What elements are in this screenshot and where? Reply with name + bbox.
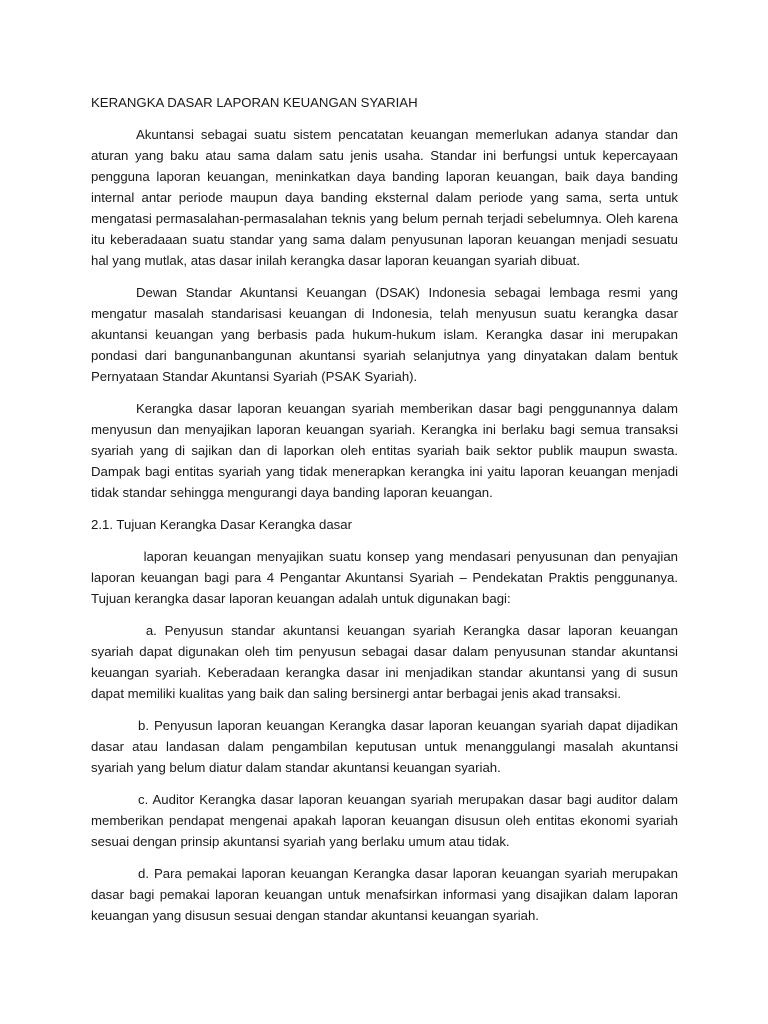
paragraph-1: Akuntansi sebagai suatu sistem pencatatan keuangan memerlukan adanya standar dan aturan yang baku atau sama dalam satu jenis usaha. Standar ini berfungsi untuk kepercayaan pengguna laporan keuangan, meninkatkan daya banding laporan keuangan, baik daya banding internal antar periode maupun daya banding eksternal dalam periode yang sama, serta untuk mengatasi permasalahan-permasalahan teknis yang belum pernah terjadi sebelumnya. Oleh karena itu keberadaaan suatu standar yang sama dalam penyusunan laporan keuangan menjadi sesuatu hal yang mutlak, atas dasar inilah kerangka dasar laporan keuangan syariah dibuat. bbox=[91, 127, 678, 268]
document-page bbox=[91, 92, 682, 937]
list-item-b: b. Penyusun laporan keuangan Kerangka dasar laporan keuangan syariah dapat dijadikan dasar atau landasan dalam pengambilan keputusan untuk menanggulangi masalah akuntansi syariah yang belum diatur dalam standar akuntansi keuangan syariah. bbox=[91, 718, 678, 775]
section-subheading: 2.1. Tujuan Kerangka Dasar Kerangka dasar bbox=[91, 517, 352, 532]
paragraph-2: Dewan Standar Akuntansi Keuangan (DSAK) Indonesia sebagai lembaga resmi yang mengatur masalah standarisasi keuangan di Indonesia, telah menyusun suatu kerangka dasar akuntansi keuangan yang berbasis pada hukum-hukum islam. Kerangka dasar ini merupakan pondasi dari bangunanbangunan akuntansi syariah selanjutnya yang dinyatakan dalam bentuk Pernyataan Standar Akuntansi Syariah (PSAK Syariah). bbox=[91, 285, 678, 384]
section-intro: laporan keuangan menyajikan suatu konsep yang mendasari penyusunan dan penyajian laporan keuangan bagi para 4 Pengantar Akuntansi Syariah – Pendekatan Praktis penggunanya. Tujuan kerangka dasar laporan keuangan adalah untuk digunakan bagi: bbox=[91, 549, 682, 606]
list-item-c: c. Auditor Kerangka dasar laporan keuangan syariah merupakan dasar bagi auditor dalam memberikan pendapat mengenai apakah laporan keuangan disusun oleh entitas ekonomi syariah sesuai dengan prinsip akuntansi syariah yang berlaku umum atau tidak. bbox=[91, 792, 678, 849]
paragraph-3: Kerangka dasar laporan keuangan syariah memberikan dasar bagi penggunannya dalam menyusun dan menyajikan laporan keuangan syariah. Kerangka ini berlaku bagi semua transaksi syariah yang di sajikan dan di laporkan oleh entitas syariah baik sektor publik maupun swasta. Dampak bagi entitas syariah yang tidak menerapkan kerangka ini yaitu laporan keuangan menjadi tidak standar sehingga mengurangi daya banding laporan keuangan. bbox=[91, 401, 678, 500]
list-item-a: a. Penyusun standar akuntansi keuangan syariah Kerangka dasar laporan keuangan syariah dapat digunakan oleh tim penyusun sebagai dasar dalam penyusunan standar akuntansi keuangan syariah. Keberadaan kerangka dasar ini menjadikan standar akuntansi yang di susun dapat memiliki kualitas yang baik dan saling bersinergi antar berbagai jenis akad transaksi. bbox=[91, 623, 682, 701]
document-title: KERANGKA DASAR LAPORAN KEUANGAN SYARIAH bbox=[91, 95, 418, 110]
list-item-d: d. Para pemakai laporan keuangan Kerangka dasar laporan keuangan syariah merupakan dasar bagi pemakai laporan keuangan untuk menafsirkan informasi yang disajikan dalam laporan keuangan yang disusun sesuai dengan standar akuntansi keuangan syariah. bbox=[91, 866, 678, 923]
